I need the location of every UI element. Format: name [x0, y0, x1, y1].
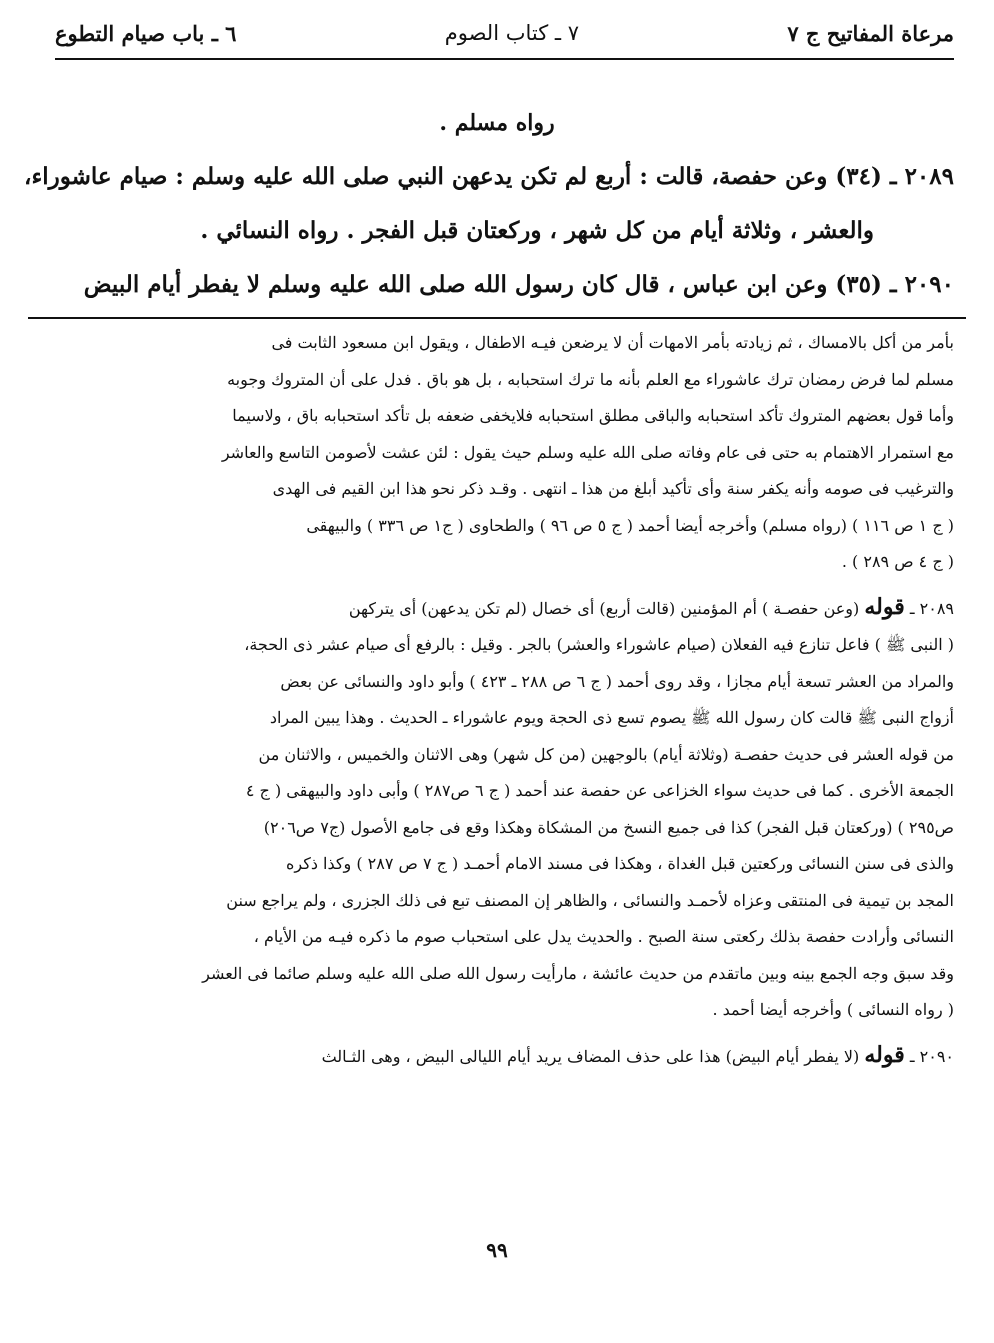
commentary-line: ( ج ٤ ص ٢٨٩ ) .: [841, 552, 954, 571]
hadith-text: [24, 150, 954, 312]
commentary: [28, 325, 954, 1075]
commentary-line: من قوله العشر فى حديث حفصـة (وثلاثة أيام) بالوجهين (من كل شهر) وهى الاثنان والخميس ، والاثنان من: [258, 744, 954, 764]
qawl-label: قوله: [864, 593, 905, 620]
commentary-line: مع استمرار الاهتمام به حتى فى عام وفاته صلى الله عليه وسلم حيث يقول : لئن عشت لأصومن التاسع والعاشر: [221, 442, 954, 462]
commentary-line: ( رواه النسائى ) وأخرجه أيضا أحمد .: [712, 1000, 954, 1019]
note-number: ٢٠٩٠ ـ: [909, 1046, 954, 1066]
hadith-line: ٢٠٨٩ ـ (٣٤) وعن حفصة، قالت : أربع لم تكن يدعهن النبي صلى الله عليه وسلم : صيام عاشوراء،: [24, 163, 954, 190]
commentary-line: الجمعة الأخرى . كما فى حديث سواء الخزاعى عن حفصة عند أحمد ( ج ٦ ص٢٨٧ ) وأبى داود والبيهقى ( ج ٤: [245, 781, 954, 800]
note-number: ٢٠٨٩ ـ: [909, 598, 954, 618]
note-text: (وعن حفصـة ) أم المؤمنين (قالت أربع) أى خصال (لم تكن يدعهن) أى يتركهن: [348, 598, 860, 618]
commentary-line: وأما قول بعضهم المتروك تأكد استحبابه والباقى مطلق استحبابه فلايخفى ضعفه بل تأكد استحبابه باق ، ولاسيما: [232, 406, 954, 425]
riwaya-line: رواه مسلم .: [439, 110, 555, 136]
commentary-line: ص٢٩٥ ) (وركعتان قبل الفجر) كذا فى جميع النسخ من المشكاة وهكذا وقع فى جامع الأصول (ج٧ ص٢٠٦): [263, 817, 954, 837]
note-2090-heading: [28, 1037, 954, 1076]
commentary-line: المجد بن تيمية فى المنتقى وعزاه لأحمـد والنسائى ، والظاهر إن المصنف تبع فى ذلك الجزرى ، ولم يراجع سنن: [226, 890, 954, 910]
hadith-line: ٢٠٩٠ ـ (٣٥) وعن ابن عباس ، قال كان رسول الله صلى الله عليه وسلم لا يفطر أيام البيض: [83, 271, 954, 298]
commentary-line: وقد سبق وجه الجمع بينه وبين ماتقدم من حديث عائشة ، مارأيت رسول الله صلى الله عليه وسلم صائما فى العشر: [202, 963, 954, 983]
commentary-line: ( النبى ﷺ ) فاعل تنازع فيه الفعلان (صيام عاشوراء والعشر) بالجر . وقيل : بالرفع أى صيام عشر ذى الحجة،: [244, 635, 954, 654]
commentary-line: النسائى وأرادت حفصة بذلك ركعتى سنة الصبح . والحديث يدل على استحباب صوم ما ذكره فيـه من الأيام ،: [253, 927, 954, 946]
commentary-line: مسلم لما فرض رمضان ترك عاشوراء مع العلم بأنه ما ترك استحبابه ، بل هو باق . فدل على أن المتروك وجوبه: [227, 369, 954, 389]
hadith-line: والعشر ، وثلاثة أيام من كل شهر ، وركعتان قبل الفجر . رواه النسائي .: [200, 217, 874, 244]
commentary-line: والمراد من العشر تسعة أيام مجازا ، وقد روى أحمد ( ج ٦ ص ٢٨٨ ـ ٤٢٣ ) وأبو داود والنسائى عن بعض: [280, 671, 954, 691]
section-divider: [28, 317, 966, 319]
header-chapter: ٧ ـ كتاب الصوم: [444, 21, 580, 45]
header-section: ٦ ـ باب صيام التطوع: [55, 20, 237, 46]
commentary-line: والترغيب فى صومه وأنه يكفر سنة وأى تأكيد أبلغ من هذا ـ انتهى . وقـد ذكر نحو هذا ابن القيم فى الهدى: [272, 479, 954, 498]
qawl-label: قوله: [864, 1041, 905, 1068]
commentary-line: ( ج ١ ص ١١٦ ) (رواه مسلم) وأخرجه أيضا أحمد ( ج ٥ ص ٩٦ ) والطحاوى ( ج١ ص ٣٣٦ ) والبيهقى: [306, 515, 954, 535]
note-text: (لا يفطر أيام البيض) هذا على حذف المضاف يريد أيام الليالى البيض ، وهى الثـالث: [321, 1046, 860, 1066]
commentary-line: والذى فى سنن النسائى وركعتين قبل الغداة ، وهكذا فى مسند الامام أحمـد ( ج ٧ ص ٢٨٧ ) وكذا ذكره: [286, 854, 954, 873]
note-2089-heading: [28, 589, 954, 628]
running-header: [55, 8, 954, 60]
header-book-title: مرعاة المفاتيح ج ٧: [787, 20, 954, 46]
commentary-line: بأمر من أكل بالامساك ، ثم زيادته بأمر الامهات أن لا يرضعن فيـه الاطفال ، ويقول ابن مسعود الثابت فى: [271, 333, 954, 352]
commentary-line: أزواج النبى ﷺ قالت كان رسول الله ﷺ يصوم تسع ذى الحجة ويوم عاشوراء ـ الحديث . وهذا يبين المراد: [269, 708, 954, 727]
page-number: ٩٩: [486, 1238, 508, 1262]
